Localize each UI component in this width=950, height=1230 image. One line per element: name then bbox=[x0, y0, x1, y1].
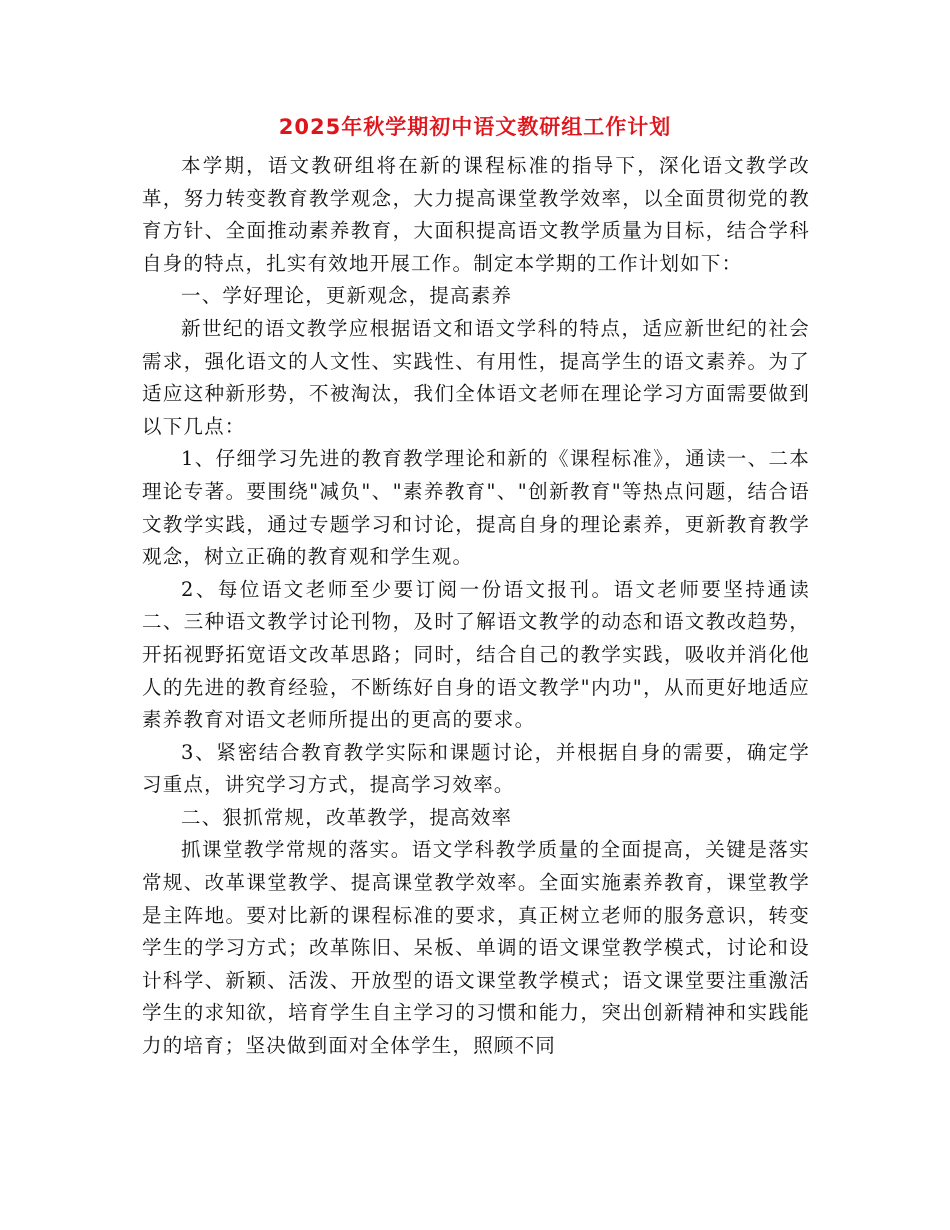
list-item-2: 2、每位语文老师至少要订阅一份语文报刊。语文老师要坚持通读二、三种语文教学讨论刊物，及时了解语文教学的动态和语文教改趋势，开拓视野拓宽语文改革思路；同时，结合自己的教学实践，吸收并消化他人的先进的教育经验，不断练好自身的语文教学"内功"，从而更好地适应素养教育对语文老师所提出的更高的要求。 bbox=[142, 577, 810, 732]
section-2-paragraph: 抓课堂教学常规的落实。语文学科教学质量的全面提高，关键是落实常规、改革课堂教学、提高课堂教学效率。全面实施素养教育，课堂教学是主阵地。要对比新的课程标准的要求，真正树立老师的服务意识，转变学生的学习方式；改革陈旧、呆板、单调的语文课堂教学模式，讨论和设计科学、新颖、活泼、开放型的语文课堂教学模式；语文课堂要注重激活学生的求知欲，培育学生自主学习的习惯和能力，突出创新精神和实践能力的培育；坚决做到面对全体学生，照顾不同 bbox=[142, 838, 810, 1058]
list-item-3: 3、紧密结合教育教学实际和课题讨论，并根据自身的需要，确定学习重点，讲究学习方式，提高学习效率。 bbox=[142, 740, 810, 797]
document-title: 2025年秋学期初中语文教研组工作计划 bbox=[278, 115, 672, 139]
section-1-paragraph: 新世纪的语文教学应根据语文和语文学科的特点，适应新世纪的社会需求，强化语文的人文性、实践性、有用性，提高学生的语文素养。为了适应这种新形势，不被淘汰，我们全体语文老师在理论学习方面需要做到以下几点： bbox=[142, 316, 810, 438]
section-heading-2: 二、狠抓常规，改革教学，提高效率 bbox=[181, 805, 513, 829]
section-heading-1: 一、学好理论，更新观念，提高素养 bbox=[181, 284, 513, 308]
list-item-1: 1、仔细学习先进的教育教学理论和新的《课程标准》，通读一、二本理论专著。要围绕"减负"、"素养教育"、"创新教育"等热点问题，结合语文教学实践，通过专题学习和讨论，提高自身的理论素养，更新教育教学观念，树立正确的教育观和学生观。 bbox=[142, 447, 810, 569]
document-body bbox=[142, 150, 810, 1063]
intro-paragraph: 本学期，语文教研组将在新的课程标准的指导下，深化语文教学改革，努力转变教育教学观念，大力提高课堂教学效率，以全面贯彻党的教育方针、全面推动素养教育，大面积提高语文教学质量为目标，结合学科自身的特点，扎实有效地开展工作。制定本学期的工作计划如下： bbox=[142, 154, 810, 275]
